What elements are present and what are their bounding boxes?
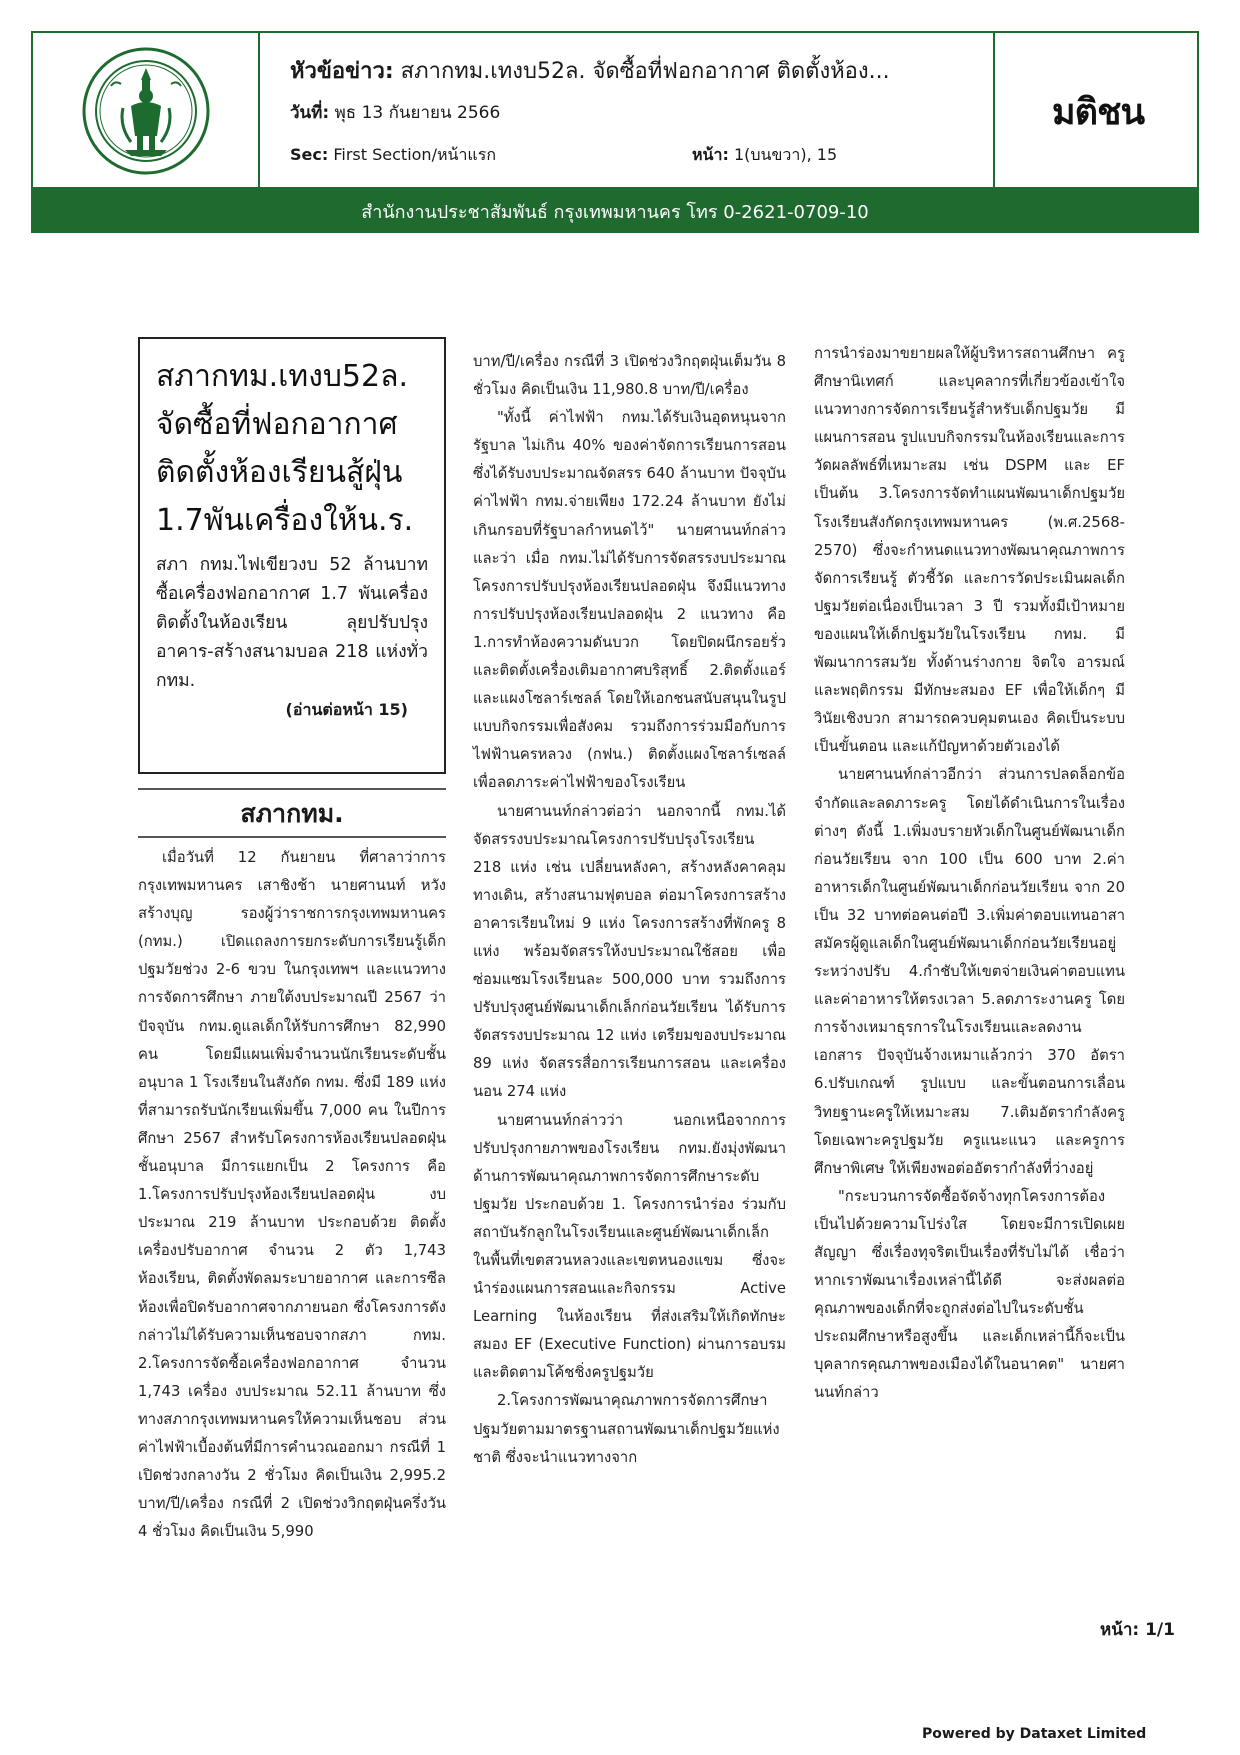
headline-label: หัวข้อข่าว:	[290, 59, 394, 84]
headline-row	[290, 53, 890, 88]
header-box	[31, 31, 1199, 189]
paragraph: นายศานนท์กล่าวว่า นอกเหนือจากการปรับปรุงกายภาพของโรงเรียน กทม.ยังมุ่งพัฒนาด้านการพัฒนาคุณภาพการจัดการศึกษาระดับปฐมวัย ประกอบด้วย 1. โครงการนำร่อง ร่วมกับสถาบันรักลูกในโรงเรียนและศูนย์พัฒนาเด็กเล็กในพื้นที่เขตสวนหลวงและเขตหนองแขม ซึ่งจะนำร่องแผนการสอนและกิจกรรม Active Learning ในห้องเรียน ที่ส่งเสริมให้เกิดทักษะสมอง EF (Executive Function) ผ่านการอบรมและติดตามโค้ชชิ่งครูปฐมวัย	[473, 1111, 786, 1382]
page-count: หน้า: 1/1	[1100, 1620, 1175, 1640]
paragraph: การนำร่องมาขยายผลให้ผู้บริหารสถานศึกษา ครู ศึกษานิเทศก์ และบุคลากรที่เกี่ยวข้องเข้าใจแนวทางการจัดการเรียนรู้สำหรับเด็กปฐมวัย มีแผนการสอน รูปแบบกิจกรรมในห้องเรียนและการวัดผลลัพธ์ที่เหมาะสม เช่น DSPM และ EF เป็นต้น 3.โครงการจัดทำแผนพัฒนาเด็กปฐมวัยโรงเรียนสังกัดกรุงเทพมหานคร (พ.ศ.2568-2570) ซึ่งจะกำหนดแนวทางพัฒนาคุณภาพการจัดการเรียนรู้ ตัวชี้วัด และการวัดประเมินผลเด็กปฐมวัยต่อเนื่องเป็นเวลา 3 ปี รวมทั้งมีเป้าหมายของแผนให้เด็กปฐมวัยในโรงเรียน กทม. มีพัฒนาการสมวัย ทั้งด้านร่างกาย จิตใจ อารมณ์ และพฤติกรรม มีทักษะสมอง EF เพื่อให้เด็กๆ มีวินัยเชิงบวก สามารถควบคุมตนเอง คิดเป็นระบบ เป็นขั้นตอน และแก้ปัญหาด้วยตัวเองได้	[814, 345, 1125, 756]
section-rule-top	[138, 788, 446, 790]
section-heading: สภากทม.	[240, 799, 344, 828]
lead-box	[138, 337, 446, 774]
date-row	[290, 99, 500, 126]
section-row	[290, 143, 496, 168]
paragraph: "ทั้งนี้ ค่าไฟฟ้า กทม.ได้รับเงินอุดหนุนจากรัฐบาล ไม่เกิน 40% ของค่าจัดการเรียนการสอน ซึ่งได้รับงบประมาณจัดสรร 640 ล้านบาท ปัจจุบันค่าไฟฟ้า กทม.จ่ายเพียง 172.24 ล้านบาท ยังไม่เกินกรอบที่รัฐบาลกำหนดไว้" นายศานนท์กล่าว และว่า เมื่อ กทม.ไม่ได้รับการจัดสรรงบประมาณโครงการปรับปรุงห้องเรียนปลอดฝุ่น จึงมีแนวทางการปรับปรุงห้องเรียนปลอดฝุ่น 2 แนวทาง คือ 1.การทำห้องความดันบวก โดยปิดผนึกรอยรั่ว และติดตั้งเครื่องเติมอากาศบริสุทธิ์ 2.ติดตั้งแอร์และแผงโซลาร์เซลล์ โดยให้เอกชนสนับสนุนในรูปแบบกิจกรรมเพื่อสังคม รวมถึงการร่วมมือกับการไฟฟ้านครหลวง (กฟน.) ติดตั้งแผงโซลาร์เซลล์ เพื่อลดภาระค่าไฟฟ้าของโรงเรียน	[473, 409, 786, 792]
powered-by: Powered by Dataxet Limited	[922, 1726, 1147, 1742]
logo-cell	[33, 33, 260, 189]
article-column-1	[138, 844, 446, 1546]
paragraph: นายศานนท์กล่าวต่อว่า นอกจากนี้ กทม.ได้จัดสรรงบประมาณโครงการปรับปรุงโรงเรียน 218 แห่ง เช่น เปลี่ยนหลังคา, สร้างหลังคาคลุมทางเดิน, สร้างสนามฟุตบอล ต่อมาโครงการสร้างอาคารเรียนใหม่ 9 แห่ง โครงการสร้างที่พักครู 8 แห่ง พร้อมจัดสรรให้งบประมาณใช้สอย เพื่อซ่อมแซมโรงเรียนละ 500,000 บาท รวมถึงการปรับปรุงศูนย์พัฒนาเด็กเล็กก่อนวัยเรียน ได้รับการจัดสรรงบประมาณ 12 แห่ง เตรียมของบประมาณ 89 แห่ง จัดสรรสื่อการเรียนการสอน และเครื่องนอน 274 แห่ง	[473, 802, 786, 1101]
page-row	[692, 143, 837, 168]
lead-title: สภากทม.เทงบ52ล. จัดซื้อที่ฟอกอากาศ ติดตั้งห้องเรียนสู้ฝุ่น 1.7พันเครื่องให้น.ร.	[156, 359, 414, 538]
headline-text: สภากทม.เทงบ52ล. จัดซื้อที่ฟอกอากาศ ติดตั้งห้อง...	[400, 59, 890, 84]
paragraph: 2.โครงการพัฒนาคุณภาพการจัดการศึกษาปฐมวัยตามมาตรฐานสถานพัฒนาเด็กปฐมวัยแห่งชาติ ซึ่งจะนำแนวทางจาก	[473, 1392, 780, 1466]
paragraph: "กระบวนการจัดซื้อจัดจ้างทุกโครงการต้องเป็นไปด้วยความโปร่งใส โดยจะมีการเปิดเผยสัญญา ซึ่งเรื่องทุจริตเป็นเรื่องที่รับไม่ได้ เชื่อว่าหากเราพัฒนาเรื่องเหล่านี้ได้ดี จะส่งผลต่อคุณภาพของเด็กที่จะถูกส่งต่อไปในระดับชั้นประถมศึกษาหรือสูงขึ้น และเด็กเหล่านี้ก็จะเป็นบุคลากรคุณภาพของเมืองได้ในอนาคต" นายศานนท์กล่าว	[814, 1187, 1125, 1402]
article-info	[262, 33, 995, 189]
paragraph: เมื่อวันที่ 12 กันยายน ที่ศาลาว่าการกรุงเทพมหานคร เสาชิงช้า นายศานนท์ หวังสร้างบุญ รองผู้ว่าราชการกรุงเทพมหานคร (กทม.) เปิดแถลงการยกระดับการเรียนรู้เด็กปฐมวัยช่วง 2-6 ขวบ ในกรุงเทพฯ และแนวทางการจัดการศึกษา ภายใต้งบประมาณปี 2567 ว่าปัจจุบัน กทม.ดูแลเด็กให้รับการศึกษา 82,990 คน โดยมีแผนเพิ่มจำนวนนักเรียนระดับชั้นอนุบาล 1 โรงเรียนในสังกัด กทม. ซึ่งมี 189 แห่ง ที่สามารถรับนักเรียนเพิ่มขึ้น 7,000 คน ในปีการศึกษา 2567 สำหรับโครงการห้องเรียนปลอดฝุ่นชั้นอนุบาล มีการแยกเป็น 2 โครงการ คือ 1.โครงการปรับปรุงห้องเรียนปลอดฝุ่น งบประมาณ 219 ล้านบาท ประกอบด้วย ติดตั้งเครื่องปรับอากาศ จำนวน 2 ตัว 1,743 ห้องเรียน, ติดตั้งพัดลมระบายอากาศ และการซีลห้องเพื่อปิดรับอากาศจากภายนอก ซึ่งโครงการดังกล่าวไม่ได้รับความเห็นชอบจากสภา กทม. 2.โครงการจัดซื้อเครื่องฟอกอากาศ จำนวน 1,743 เครื่อง งบประมาณ 52.11 ล้านบาท ซึ่งทางสภากรุงเทพมหานครให้ความเห็นชอบ ส่วนค่าไฟฟ้าเบื้องต้นที่มีการคำนวณออกมา กรณีที่ 1 เปิดช่วงกลางวัน 2 ชั่วโมง คิดเป็นเงิน 2,995.2 บาท/ปี/เครื่อง กรณีที่ 2 เปิดช่วงวิกฤตฝุ่นครึ่งวัน 4 ชั่วโมง คิดเป็นเงิน 5,990	[138, 849, 446, 1541]
publisher-logo: มติชน	[1051, 91, 1145, 133]
page-text: 1(บนขวา), 15	[733, 145, 838, 164]
page-label: หน้า:	[692, 145, 729, 164]
article-column-3	[814, 340, 1125, 1408]
section-rule-bottom	[138, 836, 446, 838]
section-text: First Section/หน้าแรก	[333, 145, 497, 164]
publisher-cell	[997, 33, 1199, 189]
paragraph: นายศานนท์กล่าวอีกว่า ส่วนการปลดล็อกข้อจำกัดและลดภาระครู โดยได้ดำเนินการในเรื่องต่างๆ ดังนี้ 1.เพิ่มงบรายหัวเด็กในศูนย์พัฒนาเด็กก่อนวัยเรียน จาก 100 เป็น 600 บาท 2.ค่าอาหารเด็กในศูนย์พัฒนาเด็กก่อนวัยเรียน จาก 20 เป็น 32 บาทต่อคนต่อปี 3.เพิ่มค่าตอบแทนอาสาสมัครผู้ดูแลเด็กในศูนย์พัฒนาเด็กก่อนวัยเรียนอยู่ระหว่างปรับ 4.กำชับให้เขตจ่ายเงินค่าตอบแทนและค่าอาหารให้ตรงเวลา 5.ลดภาระงานครู โดยการจ้างเหมาธุรการในโรงเรียนและลดงานเอกสาร ปัจจุบันจ้างเหมาแล้วกว่า 370 อัตรา 6.ปรับเกณฑ์ รูปแบบ และขั้นตอนการเลื่อนวิทยฐานะครูให้เหมาะสม 7.เติมอัตรากำลังครู โดยเฉพาะครูปฐมวัย ครูแนะแนว และครูการศึกษาพิเศษ ให้เพียงพอต่ออัตรากำลังที่ว่างอยู่	[814, 766, 1125, 1177]
article-column-2	[473, 348, 786, 1472]
lead-summary: สภา กทม.ไฟเขียวงบ 52 ล้านบาท ซื้อเครื่องฟอกอากาศ 1.7 พันเครื่อง ติดตั้งในห้องเรียน ลุยปรับปรุงอาคาร-สร้างสนามบอล 218 แห่งทั่ว กทม.	[156, 555, 428, 691]
date-label: วันที่:	[290, 103, 330, 123]
paragraph: บาท/ปี/เครื่อง กรณีที่ 3 เปิดช่วงวิกฤตฝุ่นเต็มวัน 8 ชั่วโมง คิดเป็นเงิน 11,980.8 บาท/ปี/เครื่อง	[473, 353, 786, 399]
date-text: พุธ 13 กันยายน 2566	[334, 103, 501, 123]
pr-office-banner: สำนักงานประชาสัมพันธ์ กรุงเทพมหานคร โทร 0-2621-0709-10	[31, 189, 1199, 233]
section-label: Sec:	[290, 145, 329, 164]
continue-link: (อ่านต่อหน้า 15)	[285, 700, 408, 719]
bangkok-seal-icon	[81, 46, 211, 176]
